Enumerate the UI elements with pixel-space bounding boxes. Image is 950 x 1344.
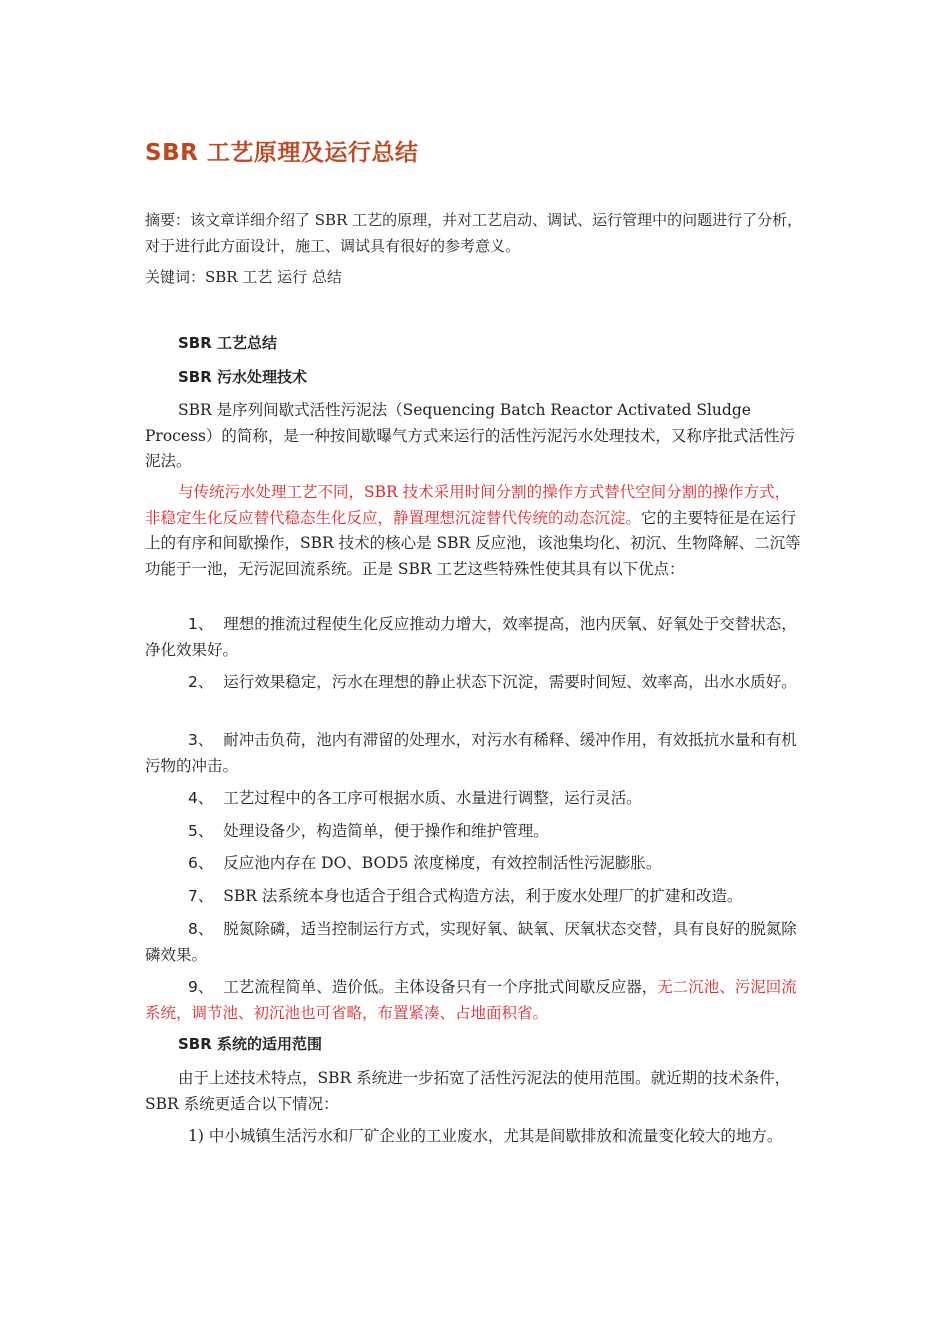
- intro-paragraph: SBR 是序列间歇式活性污泥法（Sequencing Batch Reactor Activated Sludge Process）的简称，是一种按间歇曝气方式来运行的活性污泥污水处理技术，又称序批式活性污泥法。: [145, 401, 795, 470]
- advantage-text: 工艺过程中的各工序可根据水质、水量进行调整，运行灵活。: [223, 789, 642, 807]
- advantage-number: 7、: [188, 887, 214, 905]
- advantage-item: [145, 975, 805, 1026]
- features-highlight: 与传统污水处理工艺不同，SBR 技术采用时间分割的操作方式替代空间分割的操作方式，非稳定生化反应替代稳态生化反应，静置理想沉淀替代传统的动态沉淀。: [145, 483, 791, 527]
- advantage-item: [145, 612, 805, 663]
- advantage-number: 6、: [188, 854, 214, 872]
- abstract: 摘要：该文章详细介绍了 SBR 工艺的原理，并对工艺启动、调试、运行管理中的问题进行了分析，对于进行此方面设计，施工、调试具有很好的参考意义。: [145, 211, 803, 255]
- advantage-text: 耐冲击负荷，池内有滞留的处理水，对污水有稀释、缓冲作用，有效抵抗水量和有机污物的冲击。: [145, 731, 797, 775]
- advantage-text: 理想的推流过程使生化反应推动力增大，效率提高，池内厌氧、好氧处于交替状态，净化效果好。: [145, 615, 797, 659]
- advantage-number: 9、: [188, 978, 214, 996]
- advantage-number: 3、: [188, 731, 214, 749]
- advantage-text: SBR 法系统本身也适合于组合式构造方法，利于废水处理厂的扩建和改造。: [223, 887, 743, 905]
- advantage-text: 工艺流程简单、造价低。主体设备只有一个序批式间歇反应器，: [223, 978, 658, 996]
- advantage-item: [145, 884, 805, 910]
- advantage-number: 8、: [188, 920, 214, 938]
- advantage-number: 2、: [188, 673, 214, 691]
- advantage-item: [145, 786, 805, 812]
- features-paragraph: [145, 480, 805, 582]
- heading-sbr-scope: SBR 系统的适用范围: [178, 1035, 323, 1053]
- keywords: 关键词：SBR 工艺 运行 总结: [145, 268, 342, 286]
- advantage-text: 处理设备少，构造简单，便于操作和维护管理。: [223, 822, 549, 840]
- advantage-number: 5、: [188, 822, 214, 840]
- advantage-number: 4、: [188, 789, 214, 807]
- advantage-item: [145, 917, 805, 968]
- advantage-text: 运行效果稳定，污水在理想的静止状态下沉淀，需要时间短、效率高，出水水质好。: [223, 673, 797, 691]
- advantage-text: 反应池内存在 DO、BOD5 浓度梯度，有效控制活性污泥膨胀。: [223, 854, 662, 872]
- advantage-item: [145, 819, 805, 845]
- scope-item: 1) 中小城镇生活污水和厂矿企业的工业废水，尤其是间歇排放和流量变化较大的地方。: [188, 1127, 783, 1145]
- advantage-highlight: 无二沉池、污泥回流系统，调节池、初沉池也可省略，布置紧凑、占地面积省。: [145, 978, 797, 1022]
- features-text: 它的主要特征是在运行上的有序和间歇操作，SBR 技术的核心是 SBR 反应池，该池集均化、初沉、生物降解、二沉等功能于一池，无污泥回流系统。正是 SBR 工艺这些特殊性使其具有以下优点：: [145, 508, 801, 578]
- advantage-text: 脱氮除磷，适当控制运行方式，实现好氧、缺氧、厌氧状态交替，具有良好的脱氮除磷效果。: [145, 920, 797, 964]
- advantage-number: 1、: [188, 615, 214, 633]
- heading-sbr-summary: SBR 工艺总结: [178, 334, 278, 352]
- advantage-item: [145, 728, 805, 779]
- advantage-item: [145, 851, 805, 877]
- document-title: SBR 工艺原理及运行总结: [145, 140, 419, 166]
- heading-sbr-technology: SBR 污水处理技术: [178, 368, 308, 386]
- scope-paragraph: 由于上述技术特点，SBR 系统进一步拓宽了活性污泥法的使用范围。就近期的技术条件，SBR 系统更适合以下情况：: [145, 1069, 791, 1113]
- advantage-item: [145, 670, 805, 696]
